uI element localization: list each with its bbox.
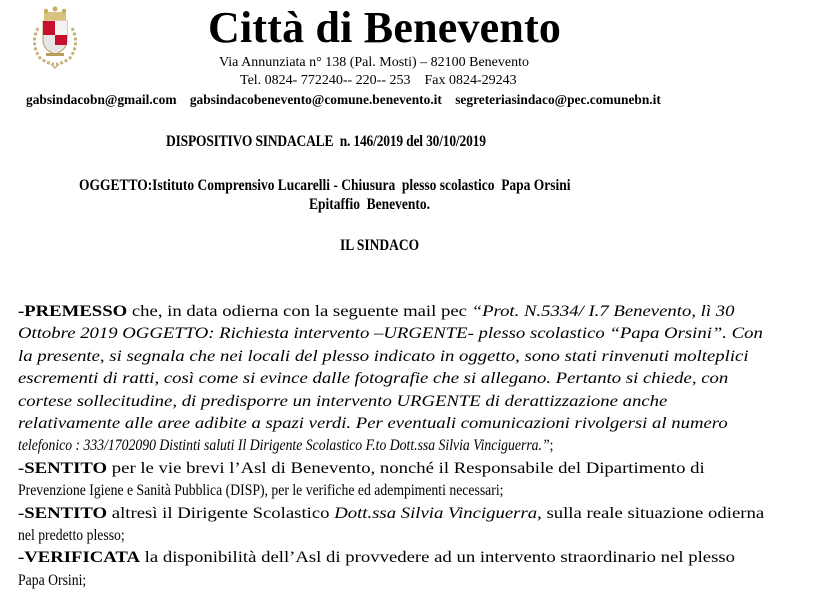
sentito-1-keyword: -SENTITO <box>18 459 108 477</box>
verificata-line-1 <box>18 547 768 569</box>
premesso-line-6: relativamente alle aree adibite a spazi verdi. Per eventuali comunicazioni rivolgersi al numero <box>18 414 728 432</box>
document-heading: DISPOSITIVO SINDACALE n. 146/2019 del 30/10/2019 <box>166 133 486 150</box>
sentito-2-text-end: , sulla reale situazione odierna <box>537 504 765 522</box>
verificata-keyword: -VERIFICATA <box>18 549 140 567</box>
coat-of-arms-icon <box>26 4 84 70</box>
subject-line-1: OGGETTO:Istituto Comprensivo Lucarelli - Chiusura plesso scolastico Papa Orsini <box>79 177 571 194</box>
subject-line-2: Epitaffio Benevento. <box>309 196 430 213</box>
verificata-text: la disponibilità dell’Asl di provvedere ad un intervento straordinario nel plesso <box>139 549 736 567</box>
premesso-keyword: -PREMESSO <box>18 303 128 320</box>
document-body <box>18 301 768 592</box>
sentito-2-line-2: nel predetto plesso; <box>18 526 125 544</box>
email-gmail[interactable]: gabsindacobn@gmail.com <box>26 92 177 107</box>
verificata-line-2: Papa Orsini; <box>18 571 87 589</box>
premesso-quote-start: “Prot. N.5334/ I.7 Benevento, lì 30 <box>471 303 735 320</box>
sentito-1-line-1 <box>18 458 768 480</box>
premesso-terminator: ; <box>549 437 554 455</box>
premesso-quote-end: telefonico : 333/1702090 Distinti saluti Il Dirigente Scolastico F.to Dott.ssa Silvia Vinciguerra.” <box>18 437 550 455</box>
premesso-line-2: Ottobre 2019 OGGETTO: Richiesta intervento –URGENTE- plesso scolastico “Papa Orsini”. Con <box>18 325 763 343</box>
phone-fax-line: Tel. 0824- 772240-- 220-- 253 Fax 0824-29243 <box>240 73 517 88</box>
email-comune[interactable]: gabsindacobenevento@comune.benevento.it <box>189 92 442 107</box>
sentito-1-line-2: Prevenzione Igiene e Sanità Pubblica (DISP), per le verifiche ed adempimenti necessari; <box>18 482 504 500</box>
premesso-text: che, in data odierna con la seguente mail pec <box>127 303 472 320</box>
premesso-line-3: la presente, si segnala che nei locali del plesso indicato in oggetto, sono stati rinvenuti molteplici <box>18 347 749 365</box>
city-title: Città di Benevento <box>208 3 562 52</box>
premesso-line-7 <box>18 435 768 457</box>
authority-heading: IL SINDACO <box>340 237 420 254</box>
premesso-line-4: escrementi di ratti, così come si evince dalle fotografie che si allegano. Pertanto si chiede, con <box>18 370 729 388</box>
sentito-2-line-1 <box>18 503 768 525</box>
sentito-2-name: Dott.ssa Silvia Vinciguerra <box>334 504 538 522</box>
sentito-2-keyword: -SENTITO <box>18 504 108 522</box>
premesso-line-1 <box>18 301 768 323</box>
premesso-line-5: cortese sollecitudine, di predisporre un intervento URGENTE di derattizzazione anche <box>18 392 668 410</box>
address-line: Via Annunziata n° 138 (Pal. Mosti) – 82100 Benevento <box>219 55 529 70</box>
sentito-1-text: per le vie brevi l’Asl di Benevento, nonché il Responsabile del Dipartimento di <box>107 459 705 477</box>
email-pec[interactable]: segreteriasindaco@pec.comunebn.it <box>455 92 661 107</box>
email-list <box>26 92 661 108</box>
sentito-2-text: altresì il Dirigente Scolastico <box>107 504 335 522</box>
